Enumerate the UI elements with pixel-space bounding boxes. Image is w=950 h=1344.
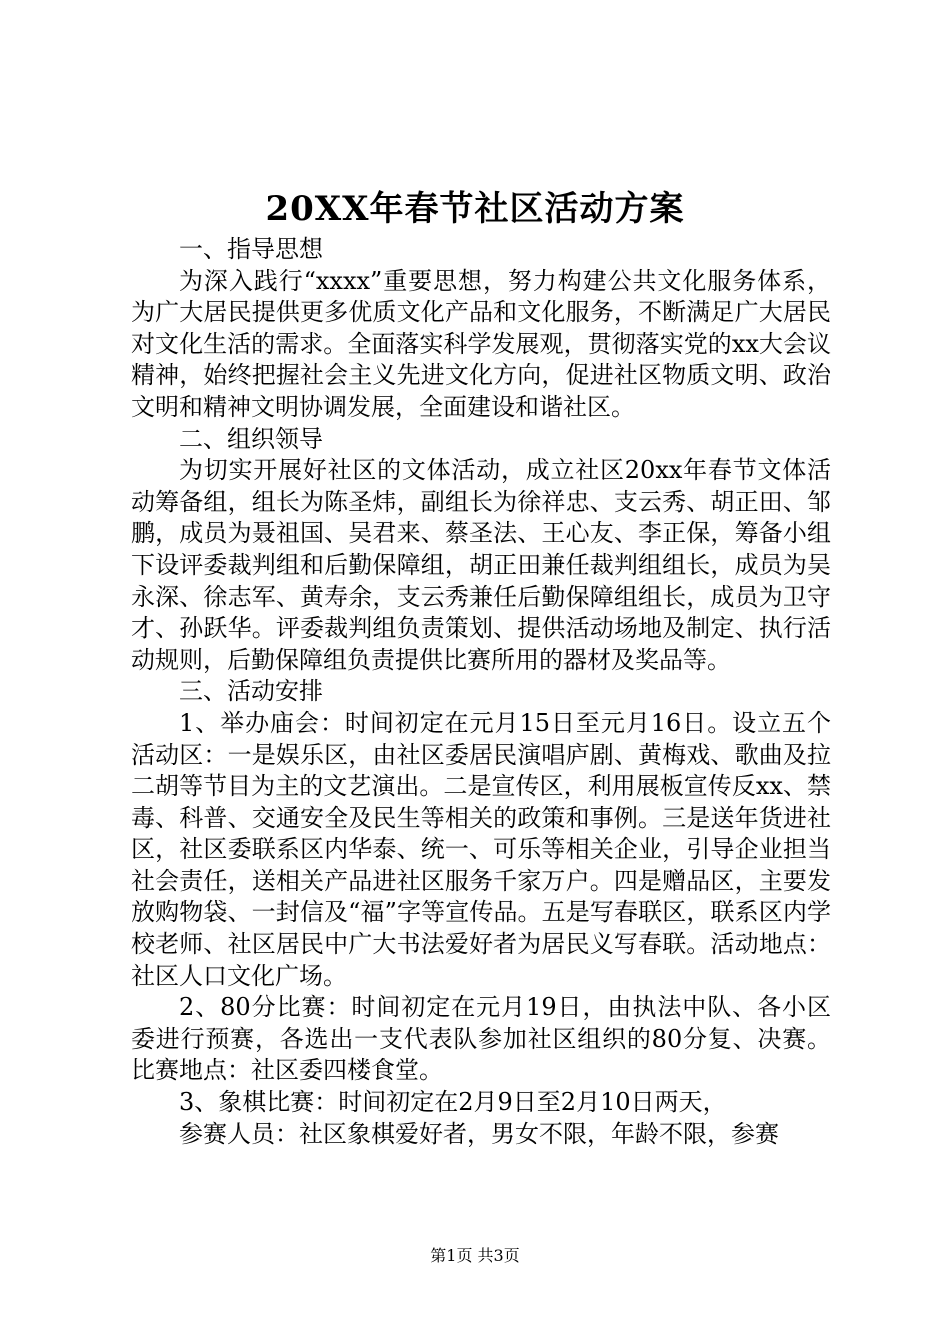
page-number: 第1页 共3页 — [430, 1246, 520, 1265]
body-paragraph: 参赛人员：社区象棋爱好者，男女不限，年龄不限，参赛 — [179, 1119, 779, 1148]
body-paragraph: 1、举办庙会：时间初定在元月15日至元月16日。设立五个活动区：一是娱乐区，由社区委居民演唱庐剧、黄梅戏、歌曲及拉二胡等节目为主的文艺演出。二是宣传区，利用展板宣传反xx、禁毒、科普、交通安全及民生等相关的政策和事例。三是送年货进社区，社区委联系区内华泰、统一、可乐等相关企业，引导企业担当社会责任，送相关产品进社区服务千家万户。四是赠品区，主要发放购物袋、一封信及“福”字等宣传品。五是写春联区，联系区内学校老师、社区居民中广大书法爱好者为居民义写春联。活动地点：社区人口文化广场。 — [131, 708, 831, 990]
section-heading: 一、指导思想 — [179, 235, 323, 263]
body-paragraph: 2、80分比赛：时间初定在元月19日，由执法中队、各小区委进行预赛，各选出一支代表队参加社区组织的80分复、决赛。比赛地点：社区委四楼食堂。 — [131, 993, 831, 1085]
document-body — [131, 234, 831, 1150]
body-paragraph: 为深入践行“xxxx”重要思想，努力构建公共文化服务体系，为广大居民提供更多优质文化产品和文化服务，不断满足广大居民对文化生活的需求。全面落实科学发展观，贯彻落实党的xx大会议精神，始终把握社会主义先进文化方向，促进社区物质文明、政治文明和精神文明协调发展，全面建设和谐社区。 — [131, 266, 831, 421]
body-paragraph: 为切实开展好社区的文体活动，成立社区20xx年春节文体活动筹备组，组长为陈圣炜，副组长为徐祥忠、支云秀、胡正田、邹鹏，成员为聂祖国、吴君来、蔡圣法、王心友、李正保，筹备小组下设评委裁判组和后勤保障组，胡正田兼任裁判组组长，成员为吴永深、徐志军、黄寿余，支云秀兼任后勤保障组组长，成员为卫守才、孙跃华。评委裁判组负责策划、提供活动场地及制定、执行活动规则，后勤保障组负责提供比赛所用的器材及奖品等。 — [131, 456, 831, 674]
section-heading: 三、活动安排 — [179, 677, 323, 706]
document-title: 20XX年春节社区活动方案 — [265, 189, 685, 229]
body-paragraph: 3、象棋比赛：时间初定在2月9日至2月10日两天， — [179, 1088, 727, 1117]
section-heading: 二、组织领导 — [179, 424, 323, 453]
